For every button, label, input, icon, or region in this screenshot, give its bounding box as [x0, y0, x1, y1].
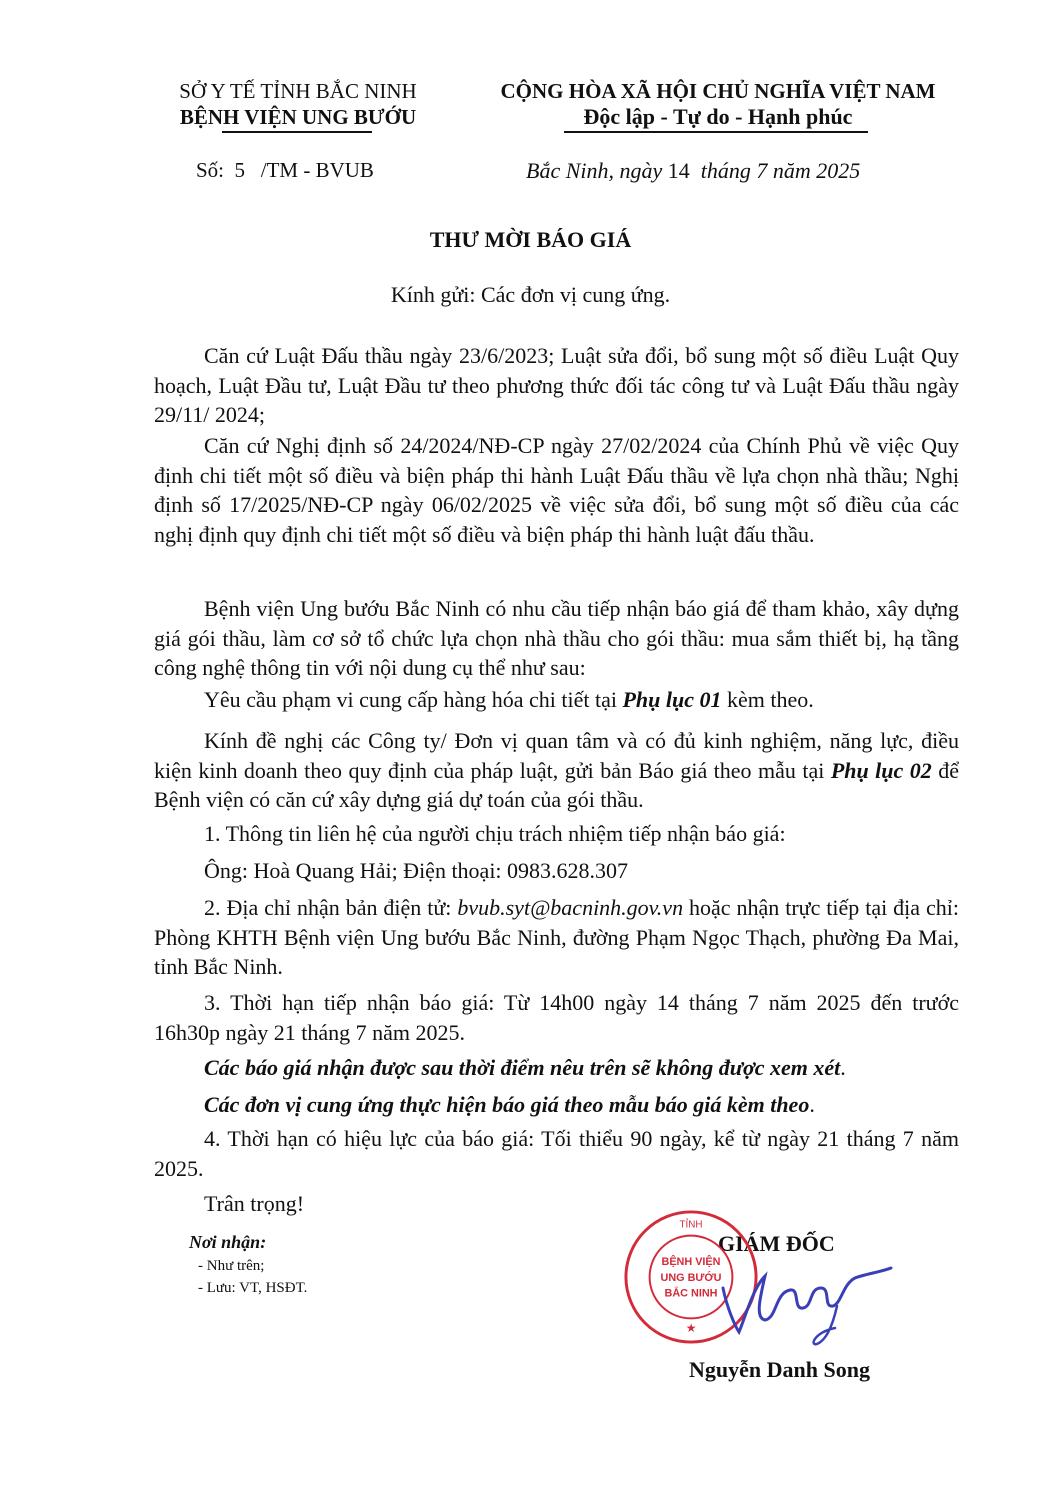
item-contact-heading: 1. Thông tin liên hệ của người chịu trách nhiệm tiếp nhận báo giá:: [204, 821, 786, 846]
annex-01-ref: Phụ lục 01: [622, 687, 722, 712]
note-late-quotes: [204, 1053, 846, 1083]
national-title: CỘNG HÒA XÃ HỘI CHỦ NGHĨA VIỆT NAM: [500, 79, 936, 103]
national-motto: Độc lập - Tự do - Hạnh phúc: [583, 104, 853, 129]
recipient-item: - Như trên;: [198, 1258, 265, 1274]
signature-stroke: [723, 1268, 891, 1332]
item-deadline: 3. Thời hạn tiếp nhận báo giá: Từ 14h00 ngày 14 tháng 7 năm 2025 đến trước 16h30p ngày 21 tháng 7 năm 2025.: [154, 990, 959, 1045]
document-title: THƯ MỜI BÁO GIÁ: [429, 227, 632, 252]
note-template-text: Các đơn vị cung ứng thực hiện báo giá theo mẫu báo giá kèm theo: [204, 1092, 810, 1117]
ref-suffix: /TM - BVUB: [260, 158, 374, 182]
paragraph-legal-basis-2: Căn cứ Nghị định số 24/2024/NĐ-CP ngày 27/02/2024 của Chính Phủ về việc Quy định chi tiết một số điều và biện pháp thi hành Luật Đấu thầu về lựa chọn nhà thầu; Nghị định số 17/2025/NĐ-CP ngày 06/02/2025 về việc sửa đổi, bổ sung một số điều của các nghị định quy định chi tiết một số điều và biện pháp thi hành luật đấu thầu.: [154, 433, 959, 547]
email-address[interactable]: bvub.syt@bacninh.gov.vn: [457, 895, 684, 920]
recipients-label: Nơi nhận:: [189, 1232, 267, 1252]
hospital-underline: [222, 131, 372, 133]
seal-line-3: BẮC NINH: [664, 1287, 718, 1300]
date-month: tháng 7 năm 2025: [700, 158, 861, 183]
note-template: [204, 1090, 815, 1120]
seal-line-1: BỆNH VIỆN: [661, 1256, 721, 1269]
closing-remark: Trân trọng!: [204, 1191, 305, 1216]
item-validity: 4. Thời hạn có hiệu lực của báo giá: Tối thiểu 90 ngày, kể từ ngày 21 tháng 7 năm 2025.: [154, 1126, 959, 1181]
signer-name: Nguyễn Danh Song: [689, 1357, 870, 1382]
seal-ring-text: TỈNH: [679, 1219, 703, 1231]
note-template-period: .: [809, 1092, 815, 1117]
ref-number: 5: [234, 158, 246, 182]
date-day: 14: [667, 158, 690, 183]
document-number: [196, 157, 374, 183]
request-suffix: để Bệnh viện có căn cứ xây dựng giá dự toán của gói thầu.: [154, 757, 959, 813]
recipient-item: - Lưu: VT, HSĐT.: [198, 1280, 308, 1296]
handwritten-signature: [705, 1248, 895, 1348]
scope-text: Yêu cầu phạm vi cung cấp hàng hóa chi tiết tại: [204, 687, 617, 712]
recipient-line: Kính gửi: Các đơn vị cung ứng.: [390, 282, 671, 307]
document-date: [526, 158, 860, 184]
paragraph-legal-basis-1: Căn cứ Luật Đấu thầu ngày 23/6/2023; Luật sửa đổi, bổ sung một số điều Luật Quy hoạch, Luật Đầu tư, Luật Đầu tư theo phương thức đối tác công tư và Luật Đấu thầu ngày 29/11/ 2024;: [154, 343, 959, 428]
paragraph-purpose: Bệnh viện Ung bướu Bắc Ninh có nhu cầu tiếp nhận báo giá để tham khảo, xây dựng giá gói thầu, làm cơ sở tổ chức lựa chọn nhà thầu cho gói thầu: mua sắm thiết bị, hạ tầng công nghệ thông tin với nội dung cụ thể như sau:: [154, 596, 959, 681]
address-label: 2. Địa chỉ nhận bản điện tử:: [204, 895, 452, 920]
scope-suffix: kèm theo.: [727, 687, 814, 712]
request-text: Kính đề nghị các Công ty/ Đơn vị quan tâm và có đủ kinh nghiệm, năng lực, điều kiện kinh doanh theo quy định của pháp luật, gửi bản Báo giá theo mẫu tại: [154, 728, 959, 783]
agency-name: SỞ Y TẾ TỈNH BẮC NINH: [179, 79, 417, 103]
seal-star-icon: ★: [685, 1321, 697, 1336]
motto-underline: [564, 131, 868, 133]
annex-02-ref: Phụ lục 02: [830, 757, 932, 783]
seal-line-2: UNG BƯỚU: [660, 1271, 722, 1284]
item-address: [154, 893, 959, 982]
note-late-text: Các báo giá nhận được sau thời điểm nêu trên sẽ không được xem xét: [204, 1055, 841, 1080]
paragraph-scope: [204, 685, 814, 715]
signature-tail: [814, 1306, 837, 1344]
note-late-period: .: [840, 1055, 846, 1080]
hospital-name: BỆNH VIỆN UNG BƯỚU: [179, 105, 417, 129]
contact-info: Ông: Hoà Quang Hải; Điện thoại: 0983.628.307: [204, 858, 629, 883]
address-text: hoặc nhận trực tiếp tại địa chỉ: Phòng KHTH Bệnh viện Ung bướu Bắc Ninh, đường Phạm Ngọc Thạch, phường Đa Mai, tỉnh Bắc Ninh.: [154, 895, 960, 980]
paragraph-request: [154, 726, 959, 815]
date-prefix: Bắc Ninh, ngày: [526, 158, 663, 183]
ref-label: Số:: [196, 158, 225, 182]
signer-position: GIÁM ĐỐC: [718, 1231, 835, 1256]
